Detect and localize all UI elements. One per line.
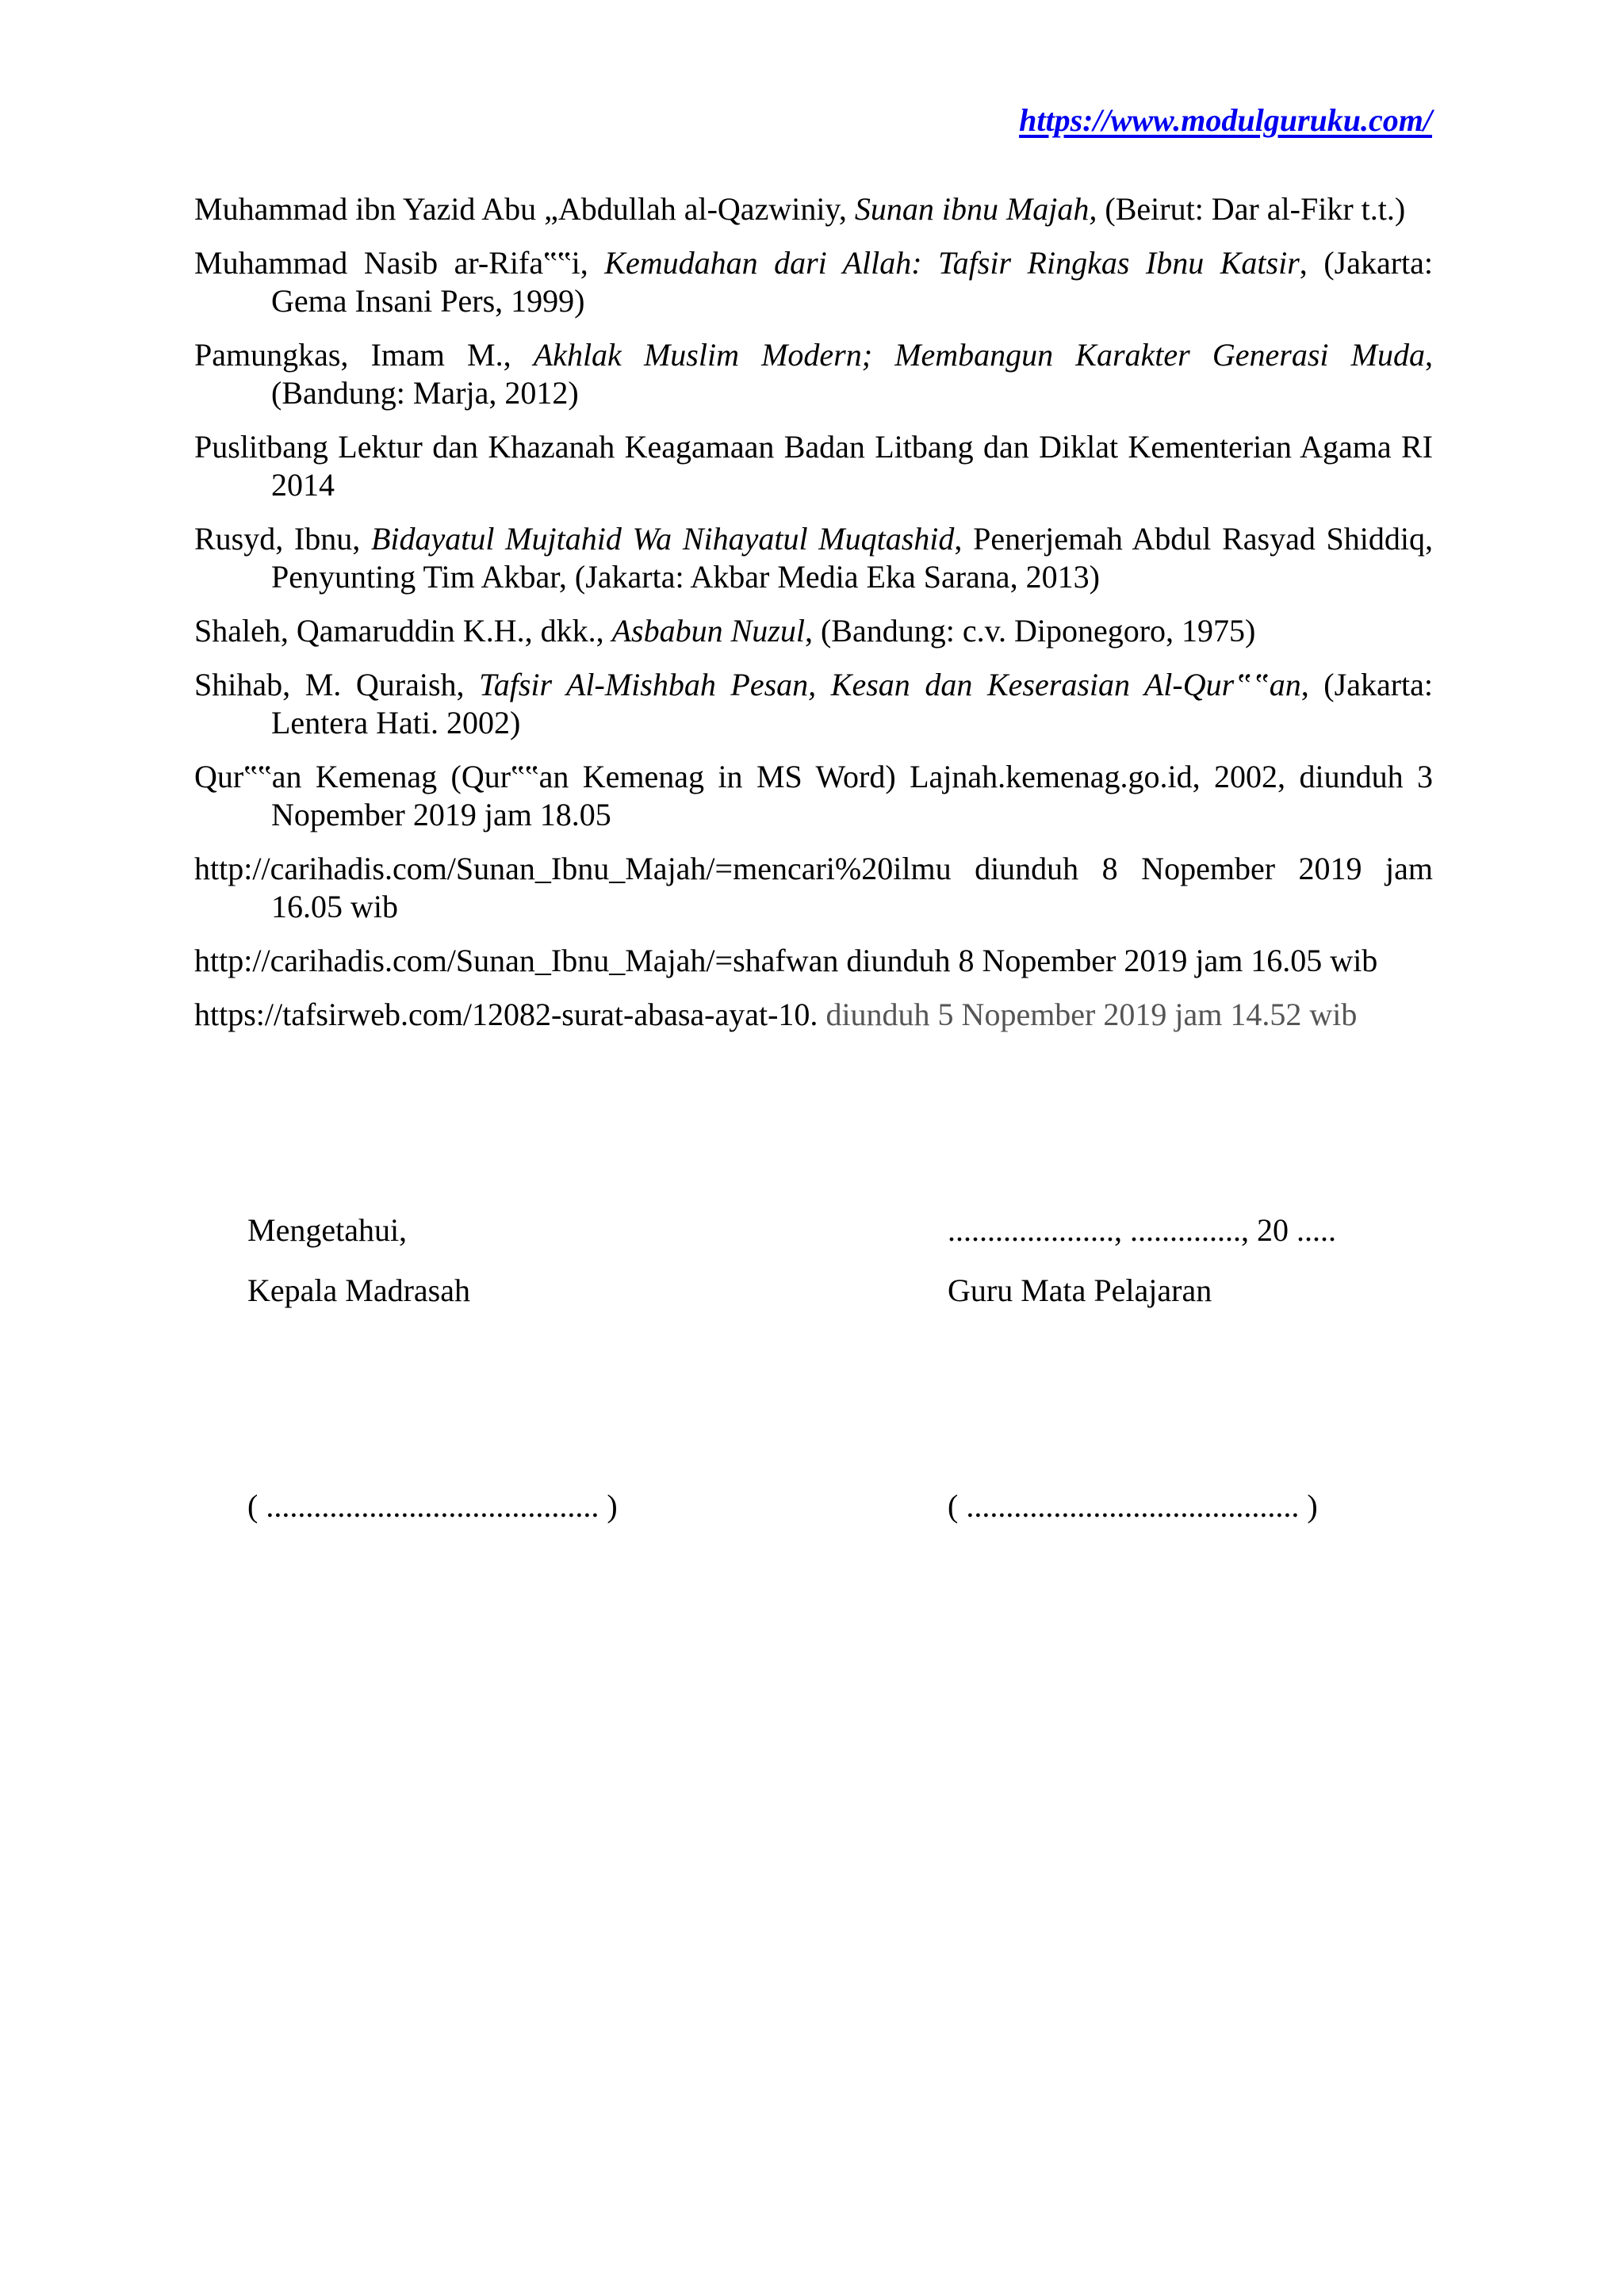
bibliography-entry [194, 758, 1433, 834]
entry-text: http://carihadis.com/Sunan_Ibnu_Majah/=mencari%20ilmu diunduh 8 Nopember 2019 jam 16.05 wib [194, 851, 1433, 924]
signature-name-left: ( .......................................... ) [247, 1488, 618, 1524]
entry-text: Puslitbang Lektur dan Khazanah Keagamaan Badan Litbang dan Diklat Kementerian Agama RI 2014 [194, 429, 1433, 503]
bibliography-list [194, 190, 1433, 1050]
bibliography-entry [194, 428, 1433, 504]
entry-text: Pamungkas, Imam M., [194, 337, 534, 373]
entry-text: Qur‟‟an Kemenag (Qur‟‟an Kemenag in MS Word) Lajnah.kemenag.go.id, 2002, diunduh 3 Nopember 2019 jam 18.05 [194, 759, 1433, 832]
bibliography-entry [194, 612, 1433, 650]
entry-title: Akhlak Muslim Modern; Membangun Karakter Generasi Muda [533, 337, 1425, 373]
entry-text: Muhammad Nasib ar-Rifa‟‟i, [194, 245, 605, 281]
bibliography-entry [194, 666, 1433, 742]
header-link[interactable]: https://www.modulguruku.com/ [1019, 102, 1432, 138]
bibliography-entry [194, 942, 1433, 980]
teacher-title: Guru Mata Pelajaran [948, 1272, 1212, 1308]
bibliography-entry [194, 520, 1433, 596]
entry-title: Tafsir Al-Mishbah Pesan, Kesan dan Keserasian Al-Qur‟‟an [479, 667, 1301, 702]
entry-text: Muhammad ibn Yazid Abu „Abdullah al-Qazwiniy, [194, 191, 855, 227]
place-date-line: ....................., .............., 20 ..... [948, 1212, 1336, 1248]
entry-title: Kemudahan dari Allah: Tafsir Ringkas Ibnu Katsir [604, 245, 1300, 281]
principal-title: Kepala Madrasah [247, 1272, 470, 1308]
signature-name-right: ( .......................................... ) [948, 1488, 1318, 1524]
entry-text: Shaleh, Qamaruddin K.H., dkk., [194, 613, 612, 649]
entry-title: Asbabun Nuzul [611, 613, 805, 649]
entry-text: http://carihadis.com/Sunan_Ibnu_Majah/=shafwan diunduh 8 Nopember 2019 jam 16.05 wib [194, 943, 1378, 978]
entry-text: , (Jakarta: Lentera Hati. 2002) [271, 667, 1434, 740]
entry-text: , Penerjemah Abdul Rasyad Shiddiq, Penyunting Tim Akbar, (Jakarta: Akbar Media Eka Sarana, 2013) [271, 521, 1433, 595]
bibliography-entry [194, 850, 1433, 926]
bibliography-entry [194, 190, 1433, 228]
signature-block-left [247, 1211, 470, 1310]
entry-text: , (Bandung: c.v. Diponegoro, 1975) [804, 613, 1256, 649]
bibliography-entry [194, 996, 1433, 1034]
entry-text: (Beirut: Dar al-Fikr t.t.) [1097, 191, 1406, 227]
entry-text: Rusyd, Ibnu, [194, 521, 371, 557]
bibliography-entry [194, 244, 1433, 320]
acknowledgement-label: Mengetahui, [247, 1212, 408, 1248]
entry-title: Sunan ibnu Majah, [854, 191, 1097, 227]
bibliography-entry [194, 336, 1433, 412]
signature-block-right [948, 1211, 1336, 1310]
entry-text: diunduh 5 Nopember 2019 jam 14.52 wib [818, 997, 1358, 1032]
entry-title: Bidayatul Mujtahid Wa Nihayatul Muqtashid [370, 521, 955, 557]
entry-text: Shihab, M. Quraish, [194, 667, 480, 702]
entry-text: , (Jakarta: Gema Insani Pers, 1999) [271, 245, 1434, 319]
entry-text: , (Bandung: Marja, 2012) [271, 337, 1433, 411]
entry-text: https://tafsirweb.com/12082-surat-abasa-ayat-10. [194, 997, 818, 1032]
